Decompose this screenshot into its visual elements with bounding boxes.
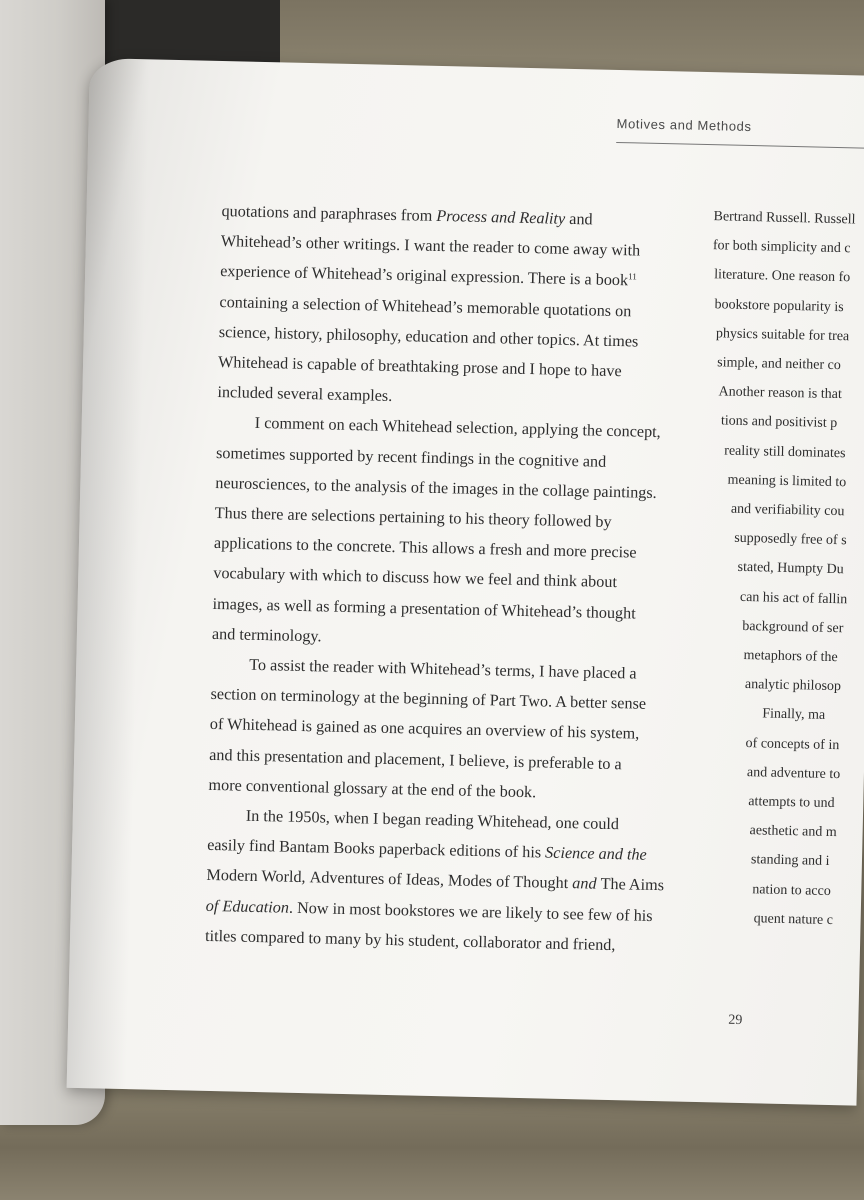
text-line: vocabulary with which to discuss how we feel and think about (213, 564, 618, 592)
text-line: and terminology. (211, 624, 322, 646)
side-text-line: and adventure to (746, 764, 841, 783)
side-text-line: tions and positivist p (720, 413, 838, 432)
text-line: of Whitehead is gained as one acquires an overview of his system, (209, 715, 640, 744)
text-line: sometimes supported by recent findings in the cognitive and (215, 443, 607, 471)
side-text-line: bookstore popularity is (714, 296, 844, 315)
text-line: quotations and paraphrases from Process and Reality and (221, 202, 593, 229)
side-text-line: simple, and neither co (717, 355, 842, 374)
text-line: Whitehead’s other writings. I want the reader to come away with (220, 232, 641, 260)
side-text-line: of concepts of in (745, 735, 840, 753)
side-text-line: aesthetic and m (749, 823, 837, 841)
side-text-line: literature. One reason fo (714, 267, 851, 286)
side-text-line: for both simplicity and c (712, 238, 851, 257)
text-line: To assist the reader with Whitehead’s terms, I have placed a (249, 655, 637, 683)
page-number: 29 (728, 1012, 743, 1029)
header-rule (616, 142, 864, 149)
text-line: neurosciences, to the analysis of the images in the collage paintings. (215, 473, 657, 502)
side-text-line: analytic philosop (744, 677, 842, 695)
side-text-line: attempts to und (748, 794, 835, 812)
side-text-line: can his act of fallin (739, 589, 848, 607)
side-text-line: physics suitable for trea (715, 326, 850, 345)
side-text-line: background of ser (742, 618, 844, 637)
text-line: titles compared to many by his student, collaborator and friend, (204, 926, 616, 955)
text-line: images, as well as forming a presentation of Whitehead’s thought (212, 594, 636, 623)
side-text-line: Another reason is that (718, 384, 842, 403)
book-page (67, 58, 864, 1106)
side-text-line: Finally, ma (762, 706, 826, 724)
text-line: experience of Whitehead’s original expression. There is a book$^{11}$ (219, 262, 637, 290)
right-text-column (697, 202, 864, 936)
text-line: applications to the concrete. This allows a fresh and more precise (213, 534, 637, 562)
side-text-line: stated, Humpty Du (737, 560, 844, 578)
text-line: I comment on each Whitehead selection, applying the concept, (254, 414, 661, 442)
text-line: included several examples. (217, 383, 393, 406)
side-text-line: and verifiability cou (730, 501, 845, 520)
side-text-line: Bertrand Russell. Russell (713, 209, 856, 228)
text-line: In the 1950s, when I began reading Whitehead, one could (245, 806, 620, 834)
side-text-line: quent nature c (753, 911, 834, 928)
side-text-line: standing and i (750, 852, 830, 870)
side-text-line: supposedly free of s (734, 530, 847, 549)
text-line: containing a selection of Whitehead’s memorable quotations on (219, 292, 632, 320)
text-line: more conventional glossary at the end of the book. (208, 775, 537, 802)
side-text-line: metaphors of the (743, 648, 838, 666)
text-line: of Education. Now in most bookstores we are likely to see few of his (205, 896, 653, 925)
side-text-line: reality still dominates (724, 443, 846, 461)
side-text-line: nation to acco (752, 881, 831, 899)
text-line: easily find Bantam Books paperback editions of his Science and the (206, 836, 647, 865)
text-line: science, history, philosophy, education and other topics. At times (218, 322, 639, 351)
main-text-column (205, 196, 727, 962)
text-line: and this presentation and placement, I believe, is preferable to a (209, 745, 622, 773)
side-text-line: meaning is limited to (727, 472, 847, 491)
text-line: Modern World, Adventures of Ideas, Modes of Thought and The Aims (206, 866, 665, 895)
text-line: Whitehead is capable of breathtaking prose and I hope to have (217, 353, 622, 381)
text-line: section on terminology at the beginning of Part Two. A better sense (210, 685, 647, 714)
text-line: Thus there are selections pertaining to his theory followed by (214, 503, 612, 531)
running-head: Motives and Methods (616, 115, 752, 135)
